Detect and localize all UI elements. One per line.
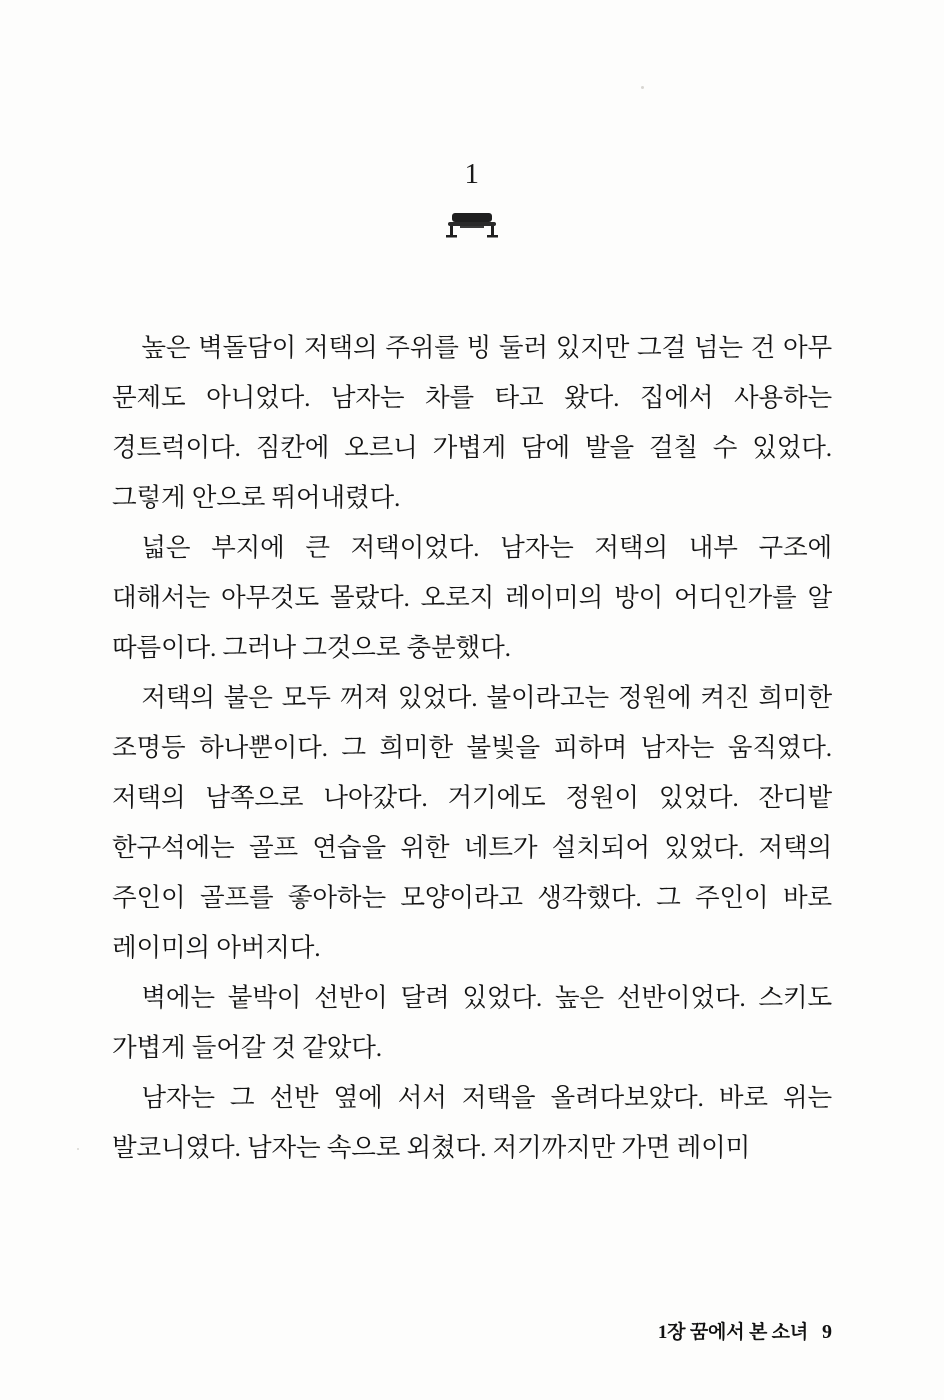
- page-footer: [658, 1317, 832, 1344]
- paragraph: 벽에는 붙박이 선반이 달려 있었다. 높은 선반이었다. 스키도 가볍게 들어갈 것 같았다.: [112, 983, 832, 1062]
- paragraph: 저택의 불은 모두 꺼져 있었다. 불이라고는 정원에 켜진 희미한 조명등 하나뿐이다. 그 희미한 불빛을 피하며 남자는 움직였다. 저택의 남쪽으로 나아갔다. 거기에도 정원이 있었다. 잔디밭 한구석에는 골프 연습을 위한 네트가 설치되어 있었다. 저택의 주인이 골프를 좋아하는 모양이라고 생각했다. 그 주인이 바로 레이미의 아버지다.: [112, 683, 832, 962]
- paragraph: 넓은 부지에 큰 저택이었다. 남자는 저택의 내부 구조에 대해서는 아무것도 몰랐다. 오로지 레이미의 방이 어디인가를 알 따름이다. 그러나 그것으로 충분했다.: [112, 533, 832, 662]
- paragraph: 높은 벽돌담이 저택의 주위를 빙 둘러 있지만 그걸 넘는 건 아무 문제도 아니었다. 남자는 차를 타고 왔다. 집에서 사용하는 경트럭이다. 짐칸에 오르니 가볍게 담에 발을 걸칠 수 있었다. 그렇게 안으로 뛰어내렸다.: [112, 333, 832, 512]
- bench-ornament-icon: [436, 205, 508, 241]
- body-text: [0, 241, 944, 1173]
- paper-speck: [641, 86, 644, 89]
- paragraph: 남자는 그 선반 옆에 서서 저택을 올려다보았다. 바로 위는 발코니였다. 남자는 속으로 외쳤다. 저기까지만 가면 레이미: [112, 1083, 832, 1162]
- chapter-header: [0, 0, 944, 241]
- page-number: 9: [822, 1321, 832, 1343]
- paper-speck: [77, 1148, 79, 1150]
- running-title: 1장 꿈에서 본 소녀: [657, 1322, 808, 1343]
- chapter-number: 1: [464, 158, 480, 190]
